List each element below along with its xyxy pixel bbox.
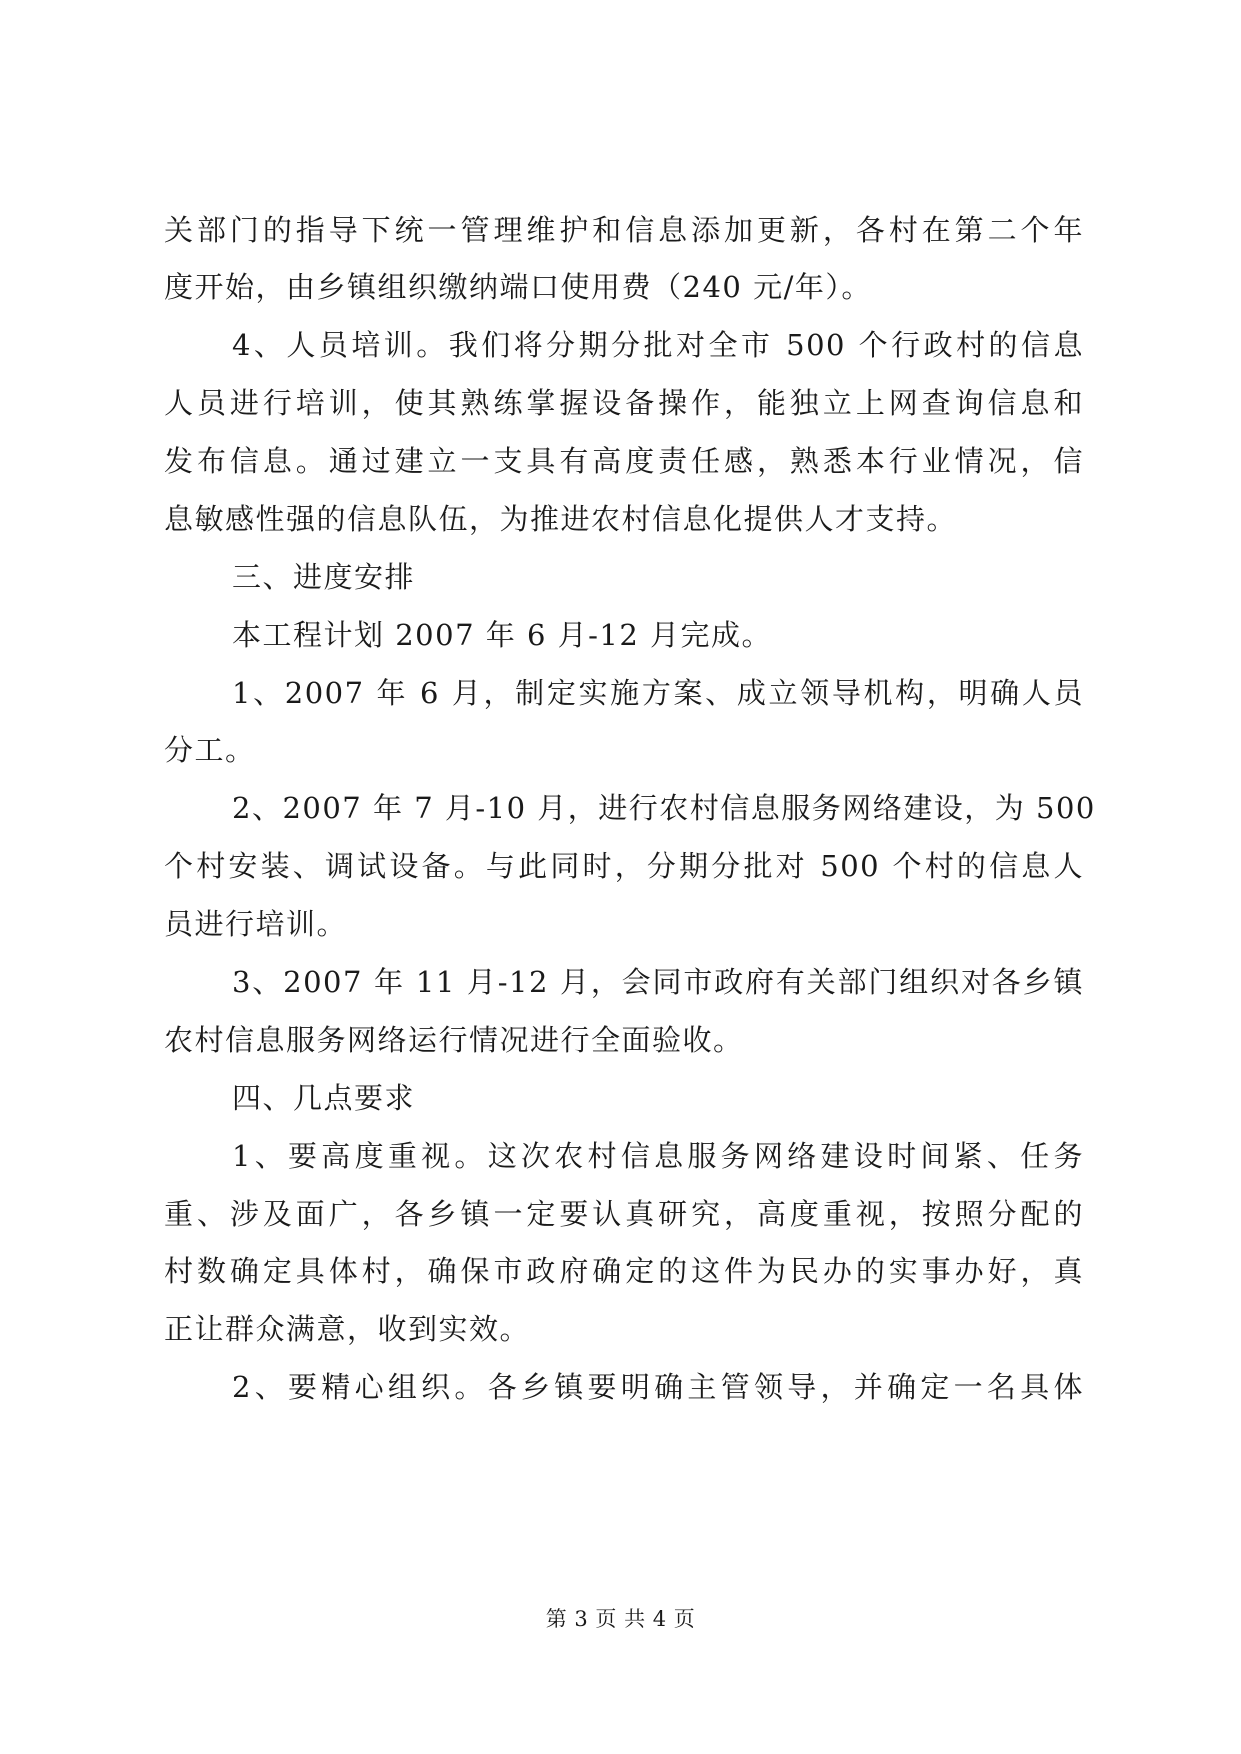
text-line: 人员进行培训，使其熟练掌握设备操作，能独立上网查询信息和 (164, 386, 1084, 420)
text-line: 息敏感性强的信息队伍，为推进农村信息化提供人才支持。 (164, 502, 958, 536)
text-line: 关部门的指导下统一管理维护和信息添加更新，各村在第二个年 (164, 213, 1084, 247)
text-line: 重、涉及面广，各乡镇一定要认真研究，高度重视，按照分配的 (164, 1197, 1084, 1231)
text-line: 3、2007 年 11 月-12 月，会同市政府有关部门组织对各乡镇 (232, 965, 1084, 999)
text-line: 4、人员培训。我们将分期分批对全市 500 个行政村的信息 (232, 328, 1084, 362)
text-line: 农村信息服务网络运行情况进行全面验收。 (164, 1023, 744, 1057)
text-line: 本工程计划 2007 年 6 月-12 月完成。 (232, 618, 773, 652)
text-line: 2、要精心组织。各乡镇要明确主管领导，并确定一名具体 (232, 1370, 1084, 1404)
section-heading: 四、几点要求 (232, 1081, 416, 1115)
text-line: 员进行培训。 (164, 907, 348, 941)
text-line: 2、2007 年 7 月-10 月，进行农村信息服务网络建设，为 500 (232, 791, 1096, 825)
text-line: 分工。 (164, 733, 256, 767)
text-line: 1、要高度重视。这次农村信息服务网络建设时间紧、任务 (232, 1139, 1084, 1173)
text-line: 个村安装、调试设备。与此同时，分期分批对 500 个村的信息人 (164, 849, 1084, 883)
text-line: 村数确定具体村，确保市政府确定的这件为民办的实事办好，真 (164, 1254, 1084, 1288)
text-line: 正让群众满意，收到实效。 (164, 1312, 531, 1346)
text-line: 1、2007 年 6 月，制定实施方案、成立领导机构，明确人员 (232, 676, 1084, 710)
text-line: 度开始，由乡镇组织缴纳端口使用费（240 元/年）。 (164, 270, 872, 304)
page-number-footer: 第 3 页 共 4 页 (545, 1607, 696, 1631)
text-line: 发布信息。通过建立一支具有高度责任感，熟悉本行业情况，信 (164, 444, 1084, 478)
section-heading: 三、进度安排 (232, 560, 416, 594)
